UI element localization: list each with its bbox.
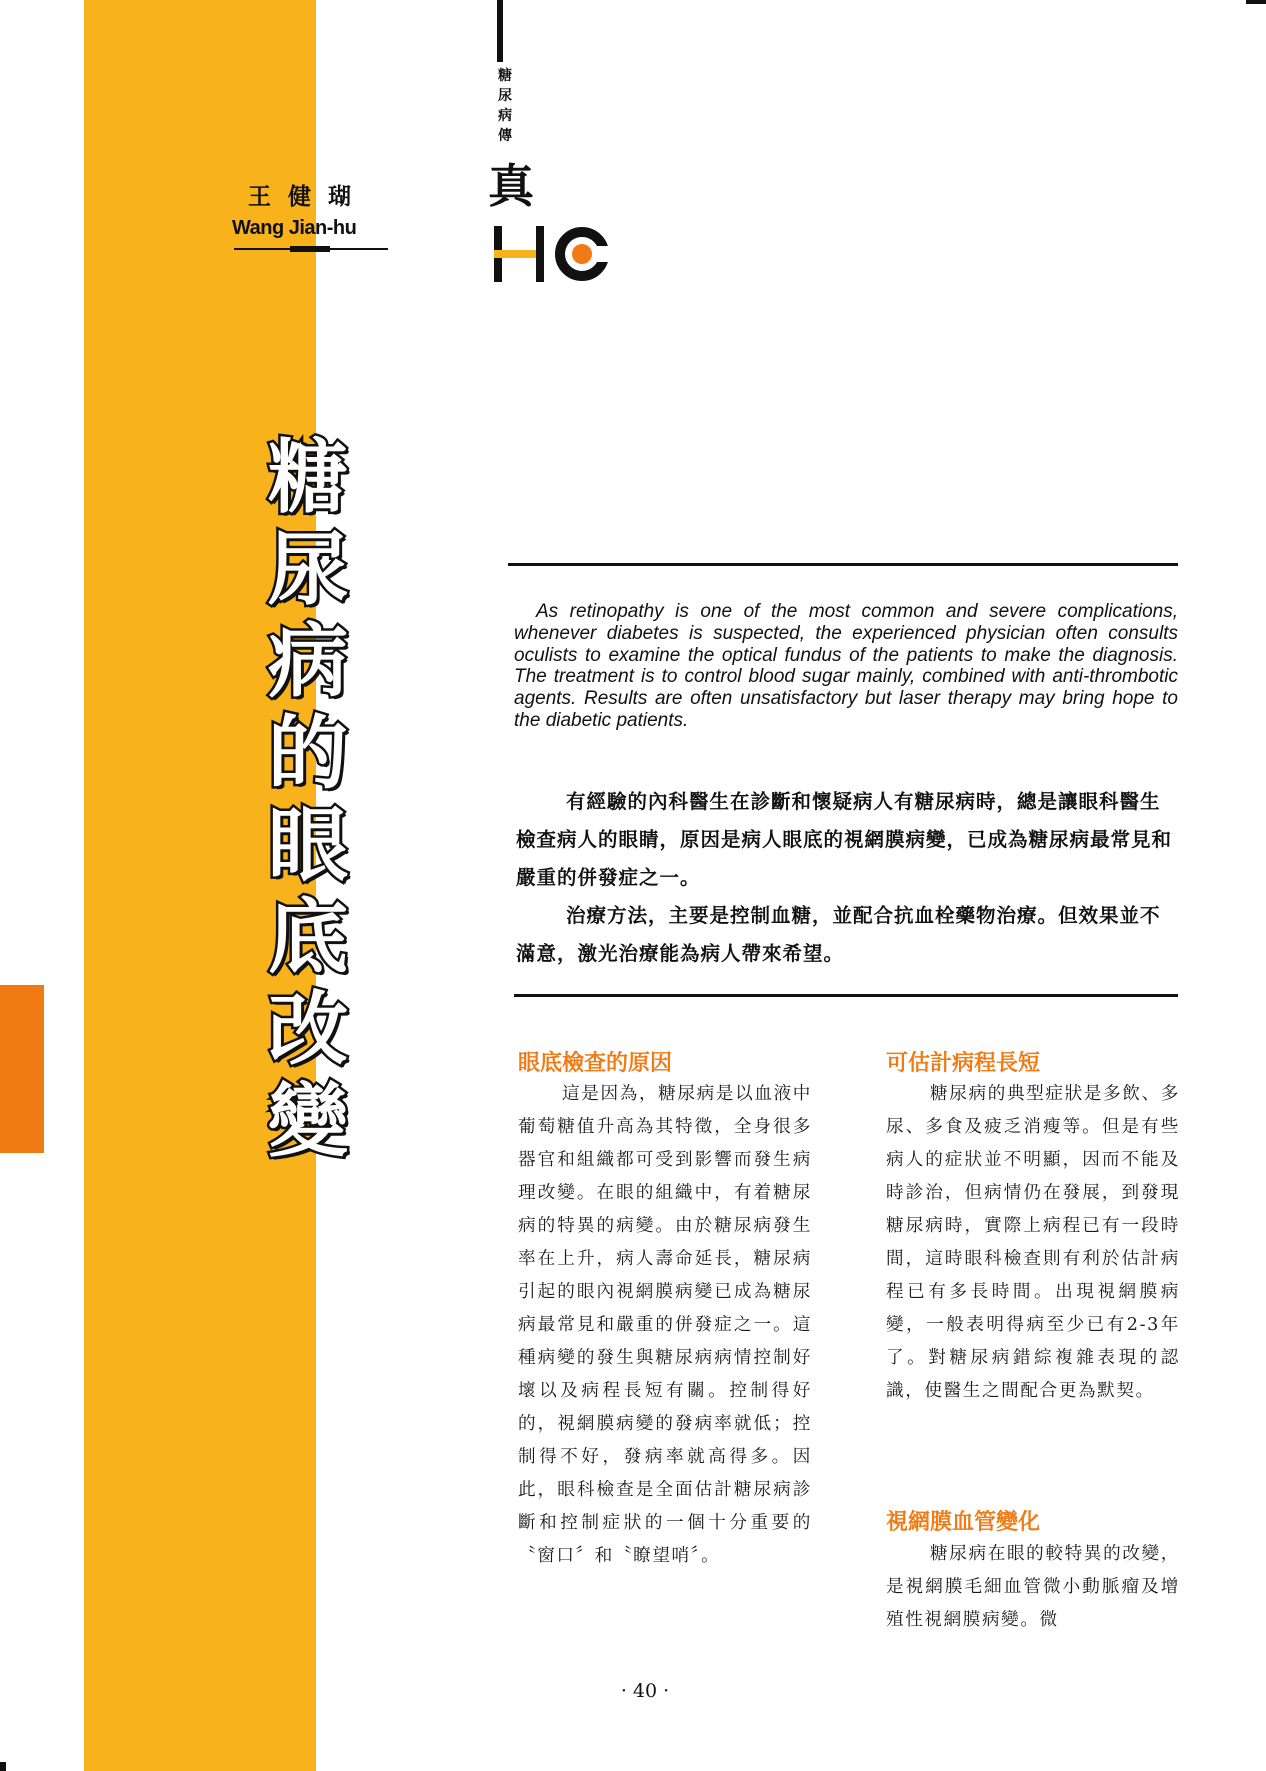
section-body-retinal-vessels xyxy=(886,1538,1180,1637)
title-char: 變 xyxy=(268,1075,348,1168)
author-rule-accent xyxy=(290,246,330,252)
main-title xyxy=(258,432,358,1168)
abstract-english: As retinopathy is one of the most common and severe complications, whenever diabetes is suspected, the experienced physician often consults oculists to examine the optical fundus of the patients to make the diagnosis. The treatment is to control blood sugar mainly, combined with anti-thrombotic agents. Results are often unsatisfactory but laser therapy may bring hope to the diabetic patients. xyxy=(514,601,1178,731)
abstract-cn-paragraph-2: 治療方法，主要是控制血糖，並配合抗血栓藥物治療。但效果並不滿意，激光治療能為病人帶來希望。 xyxy=(516,904,1161,965)
title-char: 病 xyxy=(268,615,348,708)
author-name-en: Wang Jian-hu xyxy=(232,217,357,239)
column-char: 真 xyxy=(488,159,534,213)
section-heading-disease-duration: 可估計病程長短 xyxy=(886,1051,1041,1076)
abstract-cn-paragraph-1: 有經驗的內科醫生在診斷和懷疑病人有糖尿病時，總是讓眼科醫生檢查病人的眼睛，原因是病人眼底的視網膜病變，已成為糖尿病最常見和嚴重的併發症之一。 xyxy=(516,790,1173,889)
abstract-rule-bottom xyxy=(514,994,1178,997)
section-body-disease-duration xyxy=(886,1078,1180,1408)
section-body-fundus-exam xyxy=(518,1078,812,1573)
abstract-rule-top xyxy=(508,563,1178,566)
section2-text: 糖尿病的典型症狀是多飲、多尿、多食及疲乏消瘦等。但是有些病人的症狀並不明顯，因而不能及時診治，但病情仍在發展，到發現糖尿病時，實際上病程已有一段時間，這時眼科檢查則有利於估計病程已有多長時間。出現視網膜病變，一般表明得病至少已有2-3年了。對糖尿病錯綜複雜表現的認識，使醫生之間配合更為默契。 xyxy=(886,1084,1180,1401)
column-name: 糖尿病傳 xyxy=(498,68,512,144)
title-char: 改 xyxy=(268,983,348,1076)
section3-text: 糖尿病在眼的較特異的改變，是視網膜毛細血管微小動脈瘤及增殖性視網膜病變。微 xyxy=(886,1544,1180,1630)
title-char: 底 xyxy=(268,891,348,984)
title-char: 尿 xyxy=(268,523,348,616)
author-name-cn: 王健瑚 xyxy=(248,184,368,210)
section-heading-fundus-exam: 眼底檢查的原因 xyxy=(518,1051,673,1076)
corner-mark xyxy=(1246,0,1266,4)
hc-logo-icon xyxy=(494,226,624,282)
column-bar xyxy=(497,0,503,62)
author-block xyxy=(232,178,392,240)
title-char: 糖 xyxy=(268,431,348,524)
page-number: · 40 · xyxy=(620,1680,670,1702)
section1-text: 這是因為，糖尿病是以血液中葡萄糖值升高為其特徵，全身很多器官和組織都可受到影響而發生病理改變。在眼的組織中，有着糖尿病的特異的病變。由於糖尿病發生率在上升，病人壽命延長，糖尿病引起的眼內視網膜病變已成為糖尿病最常見和嚴重的併發症之一。這種病變的發生與糖尿病病情控制好壞以及病程長短有關。控制得好的，視網膜病變的發病率就低；控制得不好，發病率就高得多。因此，眼科檢查是全面估計糖尿病診斷和控制症狀的一個十分重要的〝窗口〞和〝瞭望哨〞。 xyxy=(518,1084,812,1566)
title-char: 眼 xyxy=(268,799,348,892)
orange-edge-block xyxy=(0,985,44,1153)
corner-mark-bottom xyxy=(0,1762,6,1771)
section-heading-retinal-vessels: 視網膜血管變化 xyxy=(886,1510,1041,1535)
abstract-chinese xyxy=(516,783,1180,973)
title-char: 的 xyxy=(268,707,348,800)
